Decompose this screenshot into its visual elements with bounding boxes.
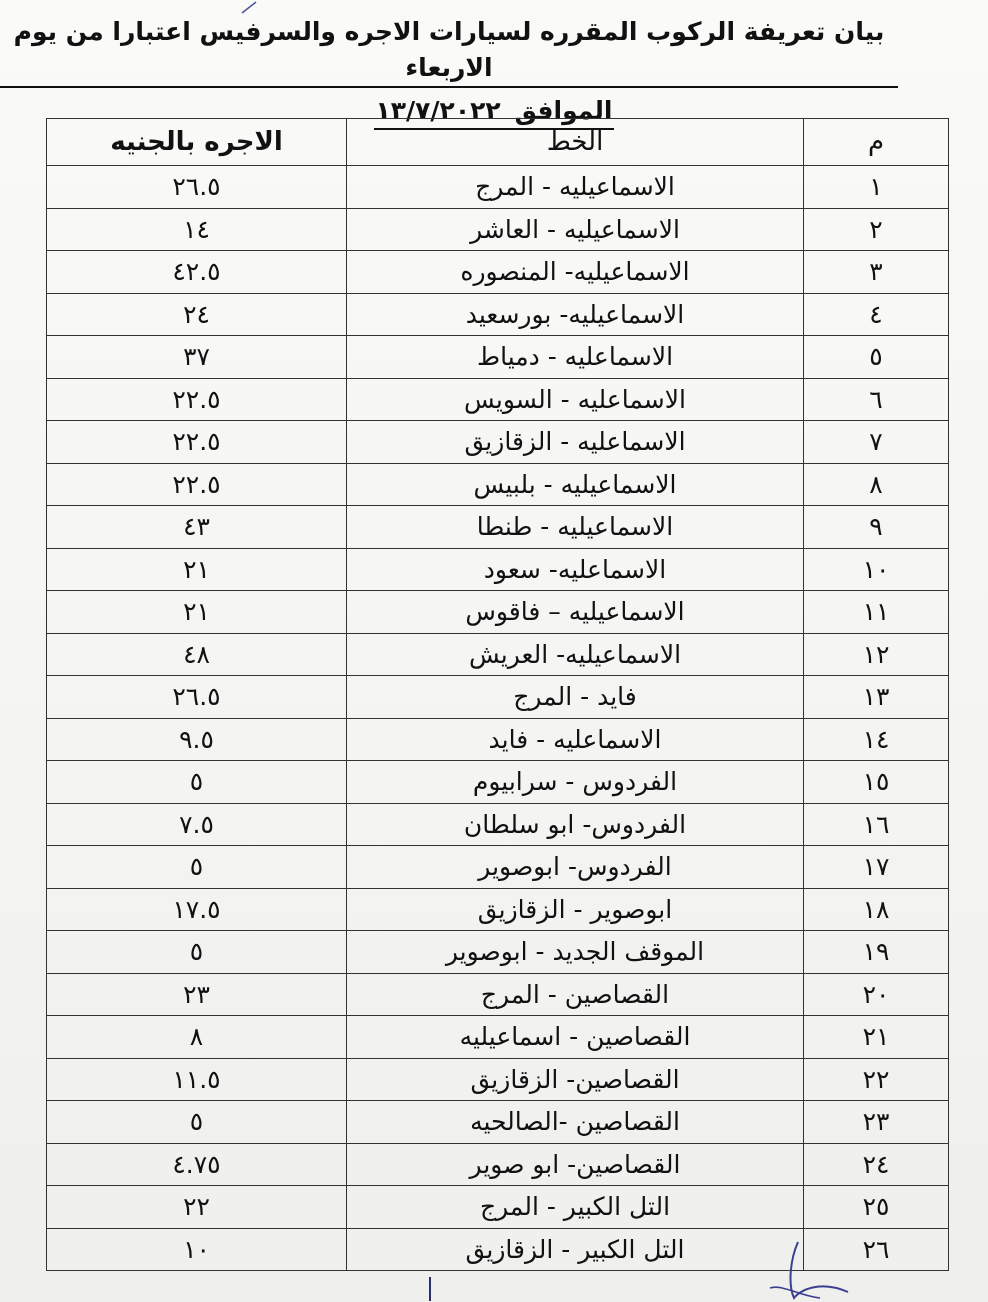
row-route: القصاصين - اسماعيليه [347,1016,804,1059]
row-route: القصاصين - المرج [347,973,804,1016]
row-index: ٢٤ [804,1143,949,1186]
row-fare: ٥ [47,761,347,804]
row-index: ١٥ [804,761,949,804]
row-fare: ٣٧ [47,336,347,379]
table-row [47,1016,949,1059]
row-route: فايد - المرج [347,676,804,719]
row-route: الاسماعيليه- المنصوره [347,251,804,294]
table-row [47,1101,949,1144]
row-route: الاسماعليه - السويس [347,378,804,421]
row-fare: ٢٦.٥ [47,166,347,209]
row-route: الفردوس - سرابيوم [347,761,804,804]
table-row [47,1186,949,1229]
row-index: ٢١ [804,1016,949,1059]
row-index: ٢٥ [804,1186,949,1229]
pen-mark-icon [240,0,260,14]
header-fare: الاجره بالجنيه [47,119,347,166]
row-route: الاسماعيليه - المرج [347,166,804,209]
row-index: ٩ [804,506,949,549]
row-index: ١٩ [804,931,949,974]
table-row [47,506,949,549]
row-route: الفردوس- ابو سلطان [347,803,804,846]
row-index: ١٧ [804,846,949,889]
row-fare: ٢٣ [47,973,347,1016]
table-row [47,378,949,421]
row-fare: ١٠ [47,1228,347,1271]
table-row [47,166,949,209]
row-index: ١٨ [804,888,949,931]
row-route: ابوصوير - الزقازيق [347,888,804,931]
table-row [47,591,949,634]
row-index: ٤ [804,293,949,336]
row-index: ١٠ [804,548,949,591]
table-row [47,888,949,931]
row-fare: ٤.٧٥ [47,1143,347,1186]
row-route: القصاصين -الصالحيه [347,1101,804,1144]
row-fare: ٢١ [47,591,347,634]
document-title [0,14,988,130]
table-row [47,676,949,719]
table-row [47,1143,949,1186]
row-fare: ٢١ [47,548,347,591]
table-row [47,846,949,889]
table-header-row [47,119,949,166]
row-route: الاسماعيليه - العاشر [347,208,804,251]
row-index: ٥ [804,336,949,379]
row-route: التل الكبير - الزقازيق [347,1228,804,1271]
signature-icon [760,1240,850,1302]
row-fare: ٤٣ [47,506,347,549]
row-route: القصاصين- الزقازيق [347,1058,804,1101]
row-fare: ٢٢.٥ [47,421,347,464]
row-route: الاسماعيليه- بورسعيد [347,293,804,336]
table-row [47,931,949,974]
row-route: الاسماعليه - دمياط [347,336,804,379]
row-index: ٣ [804,251,949,294]
table-row [47,761,949,804]
row-fare: ٧.٥ [47,803,347,846]
row-route: الاسماعليه- سعود [347,548,804,591]
row-fare: ١١.٥ [47,1058,347,1101]
row-index: ١٢ [804,633,949,676]
table-row [47,208,949,251]
row-fare: ٥ [47,1101,347,1144]
signature-mark-icon [420,1275,440,1302]
row-fare: ٥ [47,846,347,889]
title-date: ١٣/٧/٢٠٢٢ [375,96,501,125]
table-row [47,336,949,379]
row-route: الاسماعليه - الزقازيق [347,421,804,464]
row-route: الاسماعيليه- العريش [347,633,804,676]
header-route: الخط [347,119,804,166]
row-fare: ٩.٥ [47,718,347,761]
row-index: ١ [804,166,949,209]
row-route: التل الكبير - المرج [347,1186,804,1229]
row-index: ٦ [804,378,949,421]
row-route: الاسماعيليه – فاقوس [347,591,804,634]
row-fare: ٢٤ [47,293,347,336]
row-route: الاسماعيليه - طنطا [347,506,804,549]
row-fare: ٢٢.٥ [47,463,347,506]
table-row [47,293,949,336]
row-fare: ٢٢ [47,1186,347,1229]
row-fare: ٢٢.٥ [47,378,347,421]
row-fare: ٤٢.٥ [47,251,347,294]
table-row [47,1058,949,1101]
row-fare: ٢٦.٥ [47,676,347,719]
row-index: ١٣ [804,676,949,719]
table-row [47,463,949,506]
row-fare: ٨ [47,1016,347,1059]
row-index: ١٤ [804,718,949,761]
row-fare: ١٧.٥ [47,888,347,931]
title-date-label: الموافق [514,96,613,125]
row-index: ١٦ [804,803,949,846]
row-index: ٧ [804,421,949,464]
row-index: ٢ [804,208,949,251]
table-row [47,803,949,846]
row-fare: ٤٨ [47,633,347,676]
table-row [47,251,949,294]
fares-table [46,118,949,1271]
table-row [47,421,949,464]
row-index: ١١ [804,591,949,634]
table-row [47,633,949,676]
row-route: القصاصين- ابو صوير [347,1143,804,1186]
row-route: الاسماعيليه - بلبيس [347,463,804,506]
table-row [47,718,949,761]
row-fare: ٥ [47,931,347,974]
row-index: ٢٢ [804,1058,949,1101]
row-route: الموقف الجديد - ابوصوير [347,931,804,974]
header-index: م [804,119,949,166]
row-index: ٢٣ [804,1101,949,1144]
row-route: الاسماعليه - فايد [347,718,804,761]
row-route: الفردوس- ابوصوير [347,846,804,889]
table-row [47,548,949,591]
row-fare: ١٤ [47,208,347,251]
row-index: ٨ [804,463,949,506]
title-line1: بيان تعريفة الركوب المقرره لسيارات الاجره والسرفيس اعتبارا من يوم الاربعاء [0,14,898,88]
row-index: ٢٠ [804,973,949,1016]
row-index: ٢٦ [804,1228,949,1271]
table-row [47,973,949,1016]
